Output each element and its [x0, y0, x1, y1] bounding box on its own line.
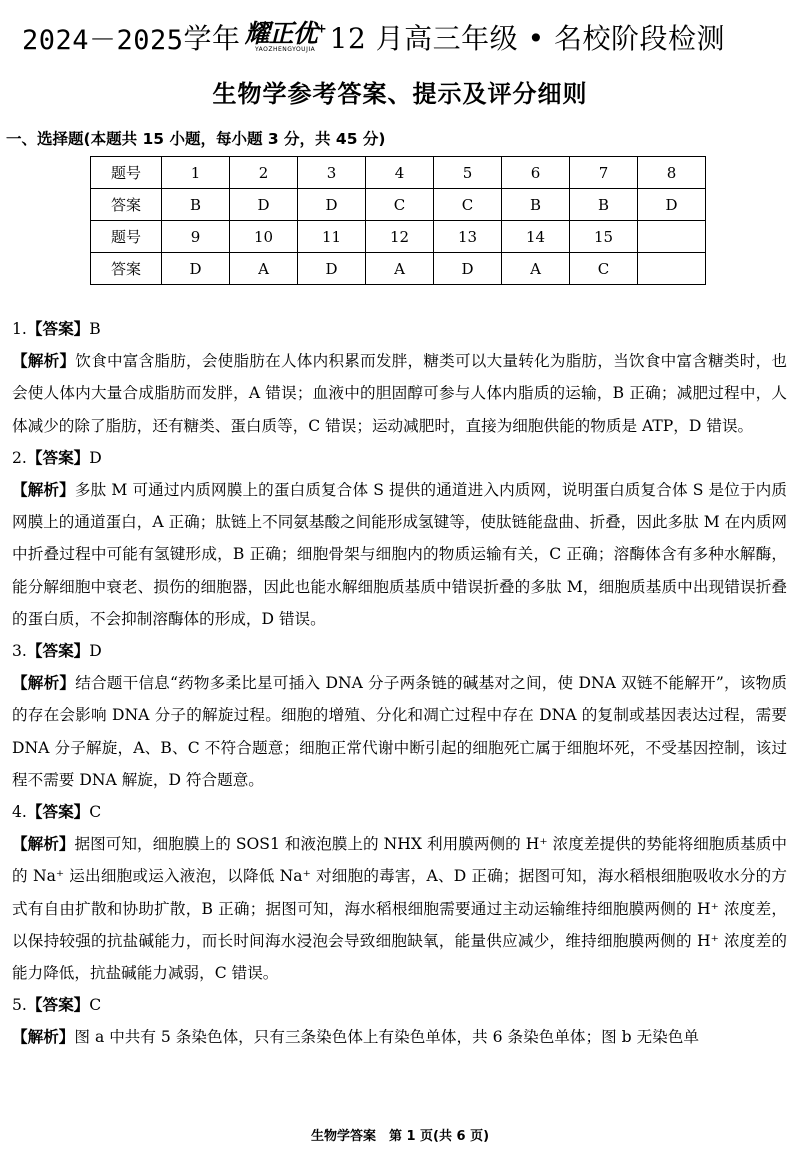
table-cell: 5 [434, 157, 502, 189]
header-pre-logo: 学年 [183, 22, 241, 55]
answer-line [12, 313, 787, 345]
answer-tag: 【答案】 [26, 642, 90, 661]
explanation-tag: 【解析】 [12, 352, 76, 371]
table-cell: A [230, 253, 298, 285]
question-number: 4. [12, 803, 27, 822]
table-row [91, 189, 706, 221]
explanation-body: 结合题干信息“药物多柔比星可插入 DNA 分子两条链的碱基对之间，使 DNA 双链不能解开”，该物质的存在会影响 DNA 分子的解旋过程。细胞的增殖、分化和凋亡过程中存在 DNA 的复制或基因表达过程，需要 DNA 分子解旋，A、B、C 不符合题意；细胞正常代谢中断引起的细胞死亡属于细胞坏死，不受基因控制，该过程不需要 DNA 解旋，D 符合题意。 [12, 674, 787, 789]
answer-value: D [89, 448, 102, 467]
answer-line [12, 442, 787, 474]
logo-main-text: 耀正优 [244, 19, 317, 48]
table-cell: 12 [366, 221, 434, 253]
question-number: 2. [12, 448, 27, 467]
table-cell: 3 [298, 157, 366, 189]
answer-tag: 【答案】 [26, 803, 90, 822]
table-cell: 7 [570, 157, 638, 189]
table-cell: 6 [502, 157, 570, 189]
explanations [12, 313, 787, 1054]
section-title: 一、选择题(本题共 15 小题，每小题 3 分，共 45 分) [6, 130, 386, 148]
answer-value: C [89, 996, 102, 1015]
table-cell: C [570, 253, 638, 285]
explanation-tag: 【解析】 [12, 1028, 75, 1047]
table-cell: 14 [502, 221, 570, 253]
explanation-tag: 【解析】 [12, 835, 75, 854]
explanation-text [12, 828, 787, 989]
table-cell: B [162, 189, 230, 221]
table-cell [638, 253, 706, 285]
question-block [12, 313, 787, 442]
answer-value: D [89, 642, 102, 661]
table-cell: D [638, 189, 706, 221]
table-cell: D [162, 253, 230, 285]
row-label: 题号 [91, 157, 162, 189]
answer-tag: 【答案】 [26, 320, 90, 338]
logo-plus: + [316, 21, 326, 36]
page-title: 生物学参考答案、提示及评分细则 [212, 80, 588, 108]
table-cell: 2 [230, 157, 298, 189]
answer-tag: 【答案】 [26, 448, 90, 467]
table-row [91, 221, 706, 253]
explanation-body: 饮食中富含脂肪，会使脂肪在人体内积累而发胖，糖类可以大量转化为脂肪，当饮食中富含糖类时，也会使人体内大量合成脂肪而发胖，A 错误；血液中的胆固醇可参与人体内脂质的运输，B 正确；减肥过程中，人体减少的除了脂肪，还有糖类、蛋白质等，C 错误；运动减肥时，直接为细胞供能的物质是 ATP，D 错误。 [12, 352, 787, 435]
table-cell: D [298, 253, 366, 285]
answer-line [12, 635, 787, 667]
answer-value: C [89, 803, 102, 822]
brand-logo [245, 21, 326, 53]
explanation-tag: 【解析】 [12, 674, 76, 693]
answer-table [90, 156, 706, 285]
exam-header [22, 14, 782, 60]
row-label: 题号 [91, 221, 162, 253]
table-row [91, 253, 706, 285]
table-row [91, 157, 706, 189]
header-year-range: 2024－2025 [22, 24, 184, 56]
explanation-text [12, 667, 787, 796]
table-cell: C [366, 189, 434, 221]
table-cell: 10 [230, 221, 298, 253]
table-cell [638, 221, 706, 253]
table-cell: 11 [298, 221, 366, 253]
question-number: 1. [12, 320, 27, 338]
row-label: 答案 [91, 253, 162, 285]
table-cell: 15 [570, 221, 638, 253]
table-cell: B [502, 189, 570, 221]
table-cell: 1 [162, 157, 230, 189]
answer-line [12, 989, 787, 1021]
table-cell: D [434, 253, 502, 285]
answer-value: B [89, 320, 101, 338]
question-block [12, 442, 787, 635]
explanation-tag: 【解析】 [12, 481, 75, 500]
answer-tag: 【答案】 [26, 996, 90, 1015]
table-cell: 13 [434, 221, 502, 253]
table-cell: A [502, 253, 570, 285]
table-cell: 9 [162, 221, 230, 253]
table-cell: D [298, 189, 366, 221]
table-cell: A [366, 253, 434, 285]
row-label: 答案 [91, 189, 162, 221]
table-cell: B [570, 189, 638, 221]
table-cell: D [230, 189, 298, 221]
explanation-text [12, 345, 787, 442]
question-number: 5. [12, 996, 27, 1015]
logo-sub-text: YAOZHENGYOUJIA [254, 46, 316, 53]
table-cell: 4 [366, 157, 434, 189]
explanation-body: 图 a 中共有 5 条染色体，只有三条染色体上有染色单体，共 6 条染色单体；图 b 无染色单 [74, 1028, 699, 1047]
explanation-body: 据图可知，细胞膜上的 SOS1 和液泡膜上的 NHX 利用膜两侧的 H⁺ 浓度差提供的势能将细胞质基质中的 Na⁺ 运出细胞或运入液泡，以降低 Na⁺ 对细胞的毒害，A、D 正确；据图可知，海水稻根细胞吸收水分的方式有自由扩散和协助扩散，B 正确；据图可知，海水稻根细胞需要通过主动运输维持细胞膜两侧的 H⁺ 浓度差，以保持较强的抗盐碱能力，而长时间海水浸泡会导致细胞缺氧，能量供应减少，维持细胞膜两侧的 H⁺ 浓度差的能力降低，抗盐碱能力减弱，C 错误。 [12, 835, 787, 983]
question-number: 3. [12, 642, 27, 661]
header-post-logo: 12 月高三年级 • 名校阶段检测 [329, 22, 725, 55]
question-block [12, 635, 787, 796]
explanation-text [12, 1021, 787, 1053]
question-block [12, 989, 787, 1053]
answer-line [12, 796, 787, 828]
question-block [12, 796, 787, 989]
explanation-text [12, 474, 787, 635]
page-footer: 生物学答案 第 1 页(共 6 页) [310, 1129, 490, 1144]
explanation-body: 多肽 M 可通过内质网膜上的蛋白质复合体 S 提供的通道进入内质网，说明蛋白质复合体 S 是位于内质网膜上的通道蛋白，A 正确；肽链上不同氨基酸之间能形成氢键等，使肽链能盘曲、折叠，因此多肽 M 在内质网中折叠过程中可能有氢键形成，B 正确；细胞骨架与细胞内的物质运输有关，C 正确；溶酶体含有多种水解酶，能分解细胞中衰老、损伤的细胞器，因此也能水解细胞质基质中错误折叠的多肽 M，细胞质基质中出现错误折叠的蛋白质，不会抑制溶酶体的形成，D 错误。 [12, 481, 788, 628]
table-cell: C [434, 189, 502, 221]
table-cell: 8 [638, 157, 706, 189]
